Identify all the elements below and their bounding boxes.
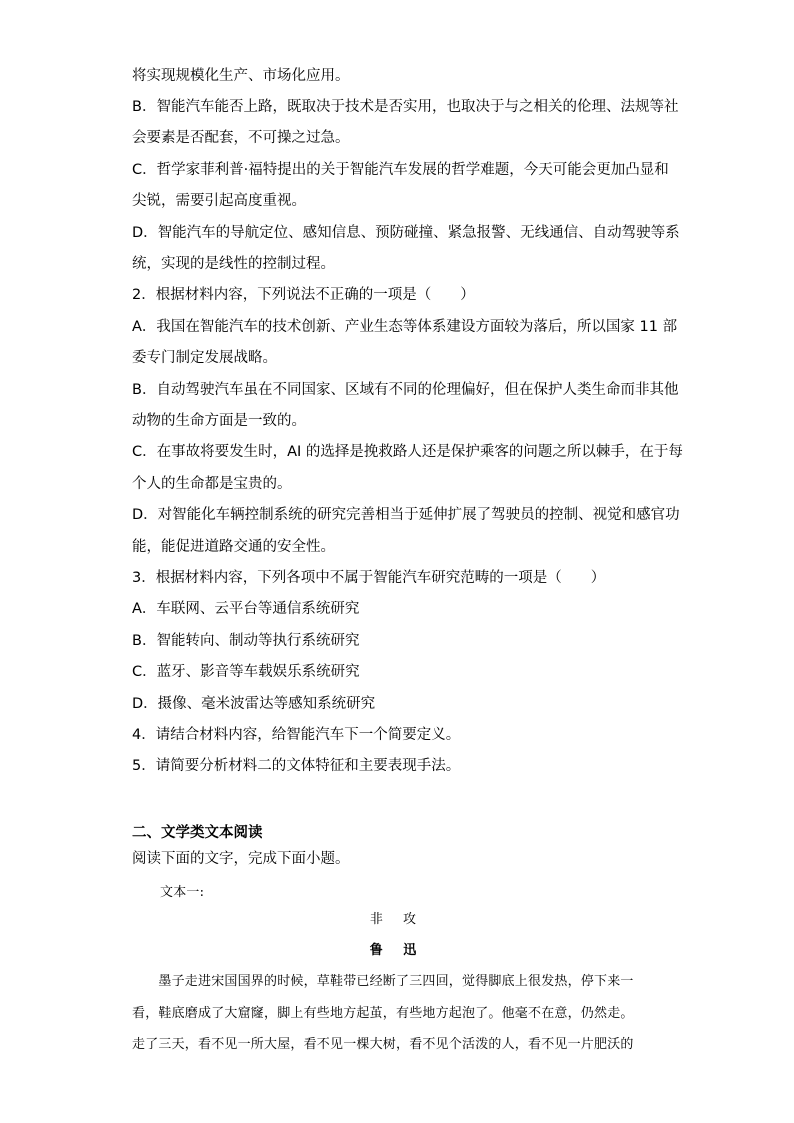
q2-option-b-line-2: 动物的生命方面是一致的。 [132,413,306,429]
question-3: 3．根据材料内容，下列各项中不属于智能汽车研究范畴的一项是（ ） [132,570,606,586]
q3-option-d: D．摄像、毫米波雷达等感知系统研究 [132,696,376,712]
q2-option-d-line-2: 能，能促进道路交通的安全性。 [132,539,335,555]
q2-option-c-line-1: C．在事故将要发生时，AI 的选择是挽救路人还是保护乘客的问题之所以棘手，在于每 [132,444,683,460]
story-paragraph-line-1: 墨子走进宋国国界的时候，草鞋带已经断了三四回，觉得脚底上很发热，停下来一 [132,974,634,989]
option-c-line-2: 尖锐，需要引起高度重视。 [132,193,306,209]
option-d-line-1: D．智能汽车的导航定位、感知信息、预防碰撞、紧急报警、无线通信、自动驾驶等系 [132,225,680,241]
question-4: 4．请结合材料内容，给智能汽车下一个简要定义。 [132,727,461,743]
section-instruction: 阅读下面的文字，完成下面小题。 [132,851,350,867]
story-author: 鲁 迅 [369,943,425,958]
story-paragraph-line-2: 看，鞋底磨成了大窟窿，脚上有些地方起茧，有些地方起泡了。他毫不在意，仍然走。 [132,1006,634,1021]
q2-option-b-line-1: B．自动驾驶汽车虽在不同国家、区域有不同的伦理偏好，但在保护人类生命而非其他 [132,382,679,398]
story-title: 非 攻 [369,912,425,927]
option-b-line-1: B．智能汽车能否上路，既取决于技术是否实用，也取决于与之相关的伦理、法规等社 [132,99,679,115]
section-heading: 二、文学类文本阅读 [132,825,263,841]
story-paragraph-line-3: 走了三天，看不见一所大屋，看不见一棵大树，看不见个活泼的人，看不见一片肥沃的 [132,1037,634,1052]
q3-option-c: C．蓝牙、影音等车载娱乐系统研究 [132,664,360,680]
option-c-line-1: C．哲学家菲利普·福特提出的关于智能汽车发展的哲学难题，今天可能会更加凸显和 [132,162,669,178]
option-d-line-2: 统，实现的是线性的控制过程。 [132,256,335,272]
text-label: 文本一: [160,885,205,900]
q2-option-c-line-2: 个人的生命都是宝贵的。 [132,476,292,492]
question-2: 2．根据材料内容，下列说法不正确的一项是（ ） [132,287,475,303]
option-b-line-2: 会要素是否配套，不可操之过急。 [132,130,350,146]
q2-option-d-line-1: D．对智能化车辆控制系统的研究完善相当于延伸扩展了驾驶员的控制、视觉和感官功 [132,507,680,523]
q2-option-a-line-1: A．我国在智能汽车的技术创新、产业生态等体系建设方面较为落后，所以国家 11 部 [132,319,678,335]
option-a-continued: 将实现规模化生产、市场化应用。 [132,68,350,84]
q3-option-b: B．智能转向、制动等执行系统研究 [132,633,360,649]
question-5: 5．请简要分析材料二的文体特征和主要表现手法。 [132,758,461,774]
q3-option-a: A．车联网、云平台等通信系统研究 [132,601,360,617]
q2-option-a-line-2: 委专门制定发展战略。 [132,350,277,366]
